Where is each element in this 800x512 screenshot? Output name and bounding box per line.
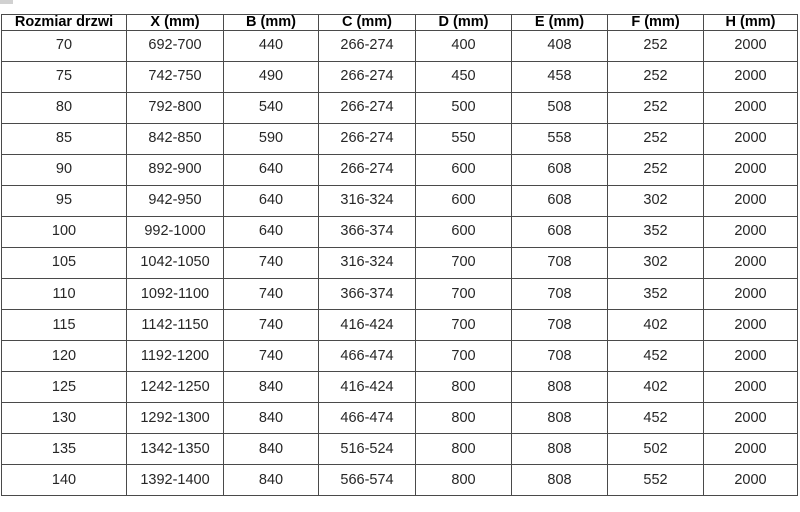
table-cell: 2000: [704, 309, 798, 340]
table-cell: 416-424: [319, 371, 416, 402]
table-cell: 1292-1300: [127, 402, 224, 433]
column-header-7: H (mm): [704, 15, 798, 31]
table-cell: 130: [2, 402, 127, 433]
table-cell: 1092-1100: [127, 278, 224, 309]
table-cell: 402: [608, 309, 704, 340]
table-cell: 1142-1150: [127, 309, 224, 340]
table-cell: 90: [2, 154, 127, 185]
table-cell: 792-800: [127, 92, 224, 123]
table-cell: 740: [224, 278, 319, 309]
table-cell: 266-274: [319, 123, 416, 154]
table-row: [2, 123, 798, 154]
table-cell: 892-900: [127, 154, 224, 185]
table-cell: 508: [512, 92, 608, 123]
table-cell: 2000: [704, 402, 798, 433]
table-cell: 252: [608, 92, 704, 123]
table-cell: 692-700: [127, 30, 224, 61]
table-cell: 552: [608, 464, 704, 495]
table-cell: 100: [2, 216, 127, 247]
table-cell: 1192-1200: [127, 340, 224, 371]
table-cell: 366-374: [319, 216, 416, 247]
table-cell: 640: [224, 216, 319, 247]
table-cell: 125: [2, 371, 127, 402]
table-cell: 2000: [704, 371, 798, 402]
table-cell: 608: [512, 216, 608, 247]
table-cell: 466-474: [319, 340, 416, 371]
table-cell: 266-274: [319, 30, 416, 61]
table-cell: 452: [608, 402, 704, 433]
table-cell: 75: [2, 61, 127, 92]
table-cell: 2000: [704, 123, 798, 154]
table-cell: 490: [224, 61, 319, 92]
column-header-1: X (mm): [127, 15, 224, 31]
table-cell: 500: [416, 92, 512, 123]
table-row: [2, 464, 798, 495]
door-size-table: [1, 14, 798, 496]
table-body: [2, 30, 798, 496]
table-cell: 640: [224, 154, 319, 185]
table-row: [2, 340, 798, 371]
table-cell: 800: [416, 464, 512, 495]
table-cell: 302: [608, 247, 704, 278]
table-cell: 800: [416, 433, 512, 464]
table-cell: 502: [608, 433, 704, 464]
table-cell: 440: [224, 30, 319, 61]
table-cell: 352: [608, 216, 704, 247]
table-cell: 540: [224, 92, 319, 123]
table-cell: 700: [416, 247, 512, 278]
column-header-3: C (mm): [319, 15, 416, 31]
table-cell: 1342-1350: [127, 433, 224, 464]
table-cell: 558: [512, 123, 608, 154]
table-cell: 742-750: [127, 61, 224, 92]
table-cell: 808: [512, 464, 608, 495]
table-cell: 808: [512, 433, 608, 464]
table-cell: 1242-1250: [127, 371, 224, 402]
table-cell: 590: [224, 123, 319, 154]
table-cell: 800: [416, 371, 512, 402]
table-cell: 840: [224, 433, 319, 464]
table-cell: 352: [608, 278, 704, 309]
table-cell: 700: [416, 309, 512, 340]
table-cell: 70: [2, 30, 127, 61]
table-row: [2, 216, 798, 247]
table-cell: 566-574: [319, 464, 416, 495]
table-cell: 115: [2, 309, 127, 340]
table-cell: 608: [512, 185, 608, 216]
table-cell: 2000: [704, 433, 798, 464]
table-cell: 140: [2, 464, 127, 495]
table-cell: 840: [224, 402, 319, 433]
column-header-5: E (mm): [512, 15, 608, 31]
table-cell: 95: [2, 185, 127, 216]
table-cell: 608: [512, 154, 608, 185]
table-cell: 266-274: [319, 154, 416, 185]
table-cell: 252: [608, 30, 704, 61]
column-header-2: B (mm): [224, 15, 319, 31]
column-header-0: Rozmiar drzwi: [2, 15, 127, 31]
table-cell: 252: [608, 154, 704, 185]
table-cell: 80: [2, 92, 127, 123]
table-cell: 840: [224, 464, 319, 495]
table-cell: 302: [608, 185, 704, 216]
table-cell: 708: [512, 340, 608, 371]
table-cell: 2000: [704, 185, 798, 216]
table-row: [2, 402, 798, 433]
table-cell: 708: [512, 278, 608, 309]
table-cell: 2000: [704, 92, 798, 123]
table-cell: 740: [224, 247, 319, 278]
table-cell: 85: [2, 123, 127, 154]
table-cell: 808: [512, 371, 608, 402]
table-cell: 992-1000: [127, 216, 224, 247]
table-row: [2, 247, 798, 278]
table-row: [2, 92, 798, 123]
table-cell: 316-324: [319, 185, 416, 216]
table-row: [2, 154, 798, 185]
table-row: [2, 61, 798, 92]
table-cell: 452: [608, 340, 704, 371]
table-cell: 2000: [704, 30, 798, 61]
table-cell: 2000: [704, 154, 798, 185]
table-cell: 400: [416, 30, 512, 61]
table-cell: 450: [416, 61, 512, 92]
table-cell: 408: [512, 30, 608, 61]
table-cell: 120: [2, 340, 127, 371]
table-cell: 458: [512, 61, 608, 92]
table-cell: 2000: [704, 247, 798, 278]
table-cell: 1392-1400: [127, 464, 224, 495]
table-row: [2, 371, 798, 402]
table-cell: 2000: [704, 216, 798, 247]
table-cell: 516-524: [319, 433, 416, 464]
table-cell: 842-850: [127, 123, 224, 154]
table-cell: 708: [512, 309, 608, 340]
table-cell: 600: [416, 185, 512, 216]
table-cell: 135: [2, 433, 127, 464]
table-cell: 266-274: [319, 92, 416, 123]
table-cell: 550: [416, 123, 512, 154]
table-cell: 252: [608, 123, 704, 154]
table-cell: 840: [224, 371, 319, 402]
table-cell: 808: [512, 402, 608, 433]
table-cell: 740: [224, 309, 319, 340]
table-cell: 740: [224, 340, 319, 371]
table-cell: 942-950: [127, 185, 224, 216]
table-cell: 600: [416, 154, 512, 185]
table-cell: 402: [608, 371, 704, 402]
table-cell: 1042-1050: [127, 247, 224, 278]
table-cell: 2000: [704, 340, 798, 371]
top-left-artifact: [0, 0, 13, 4]
table-row: [2, 185, 798, 216]
table-cell: 110: [2, 278, 127, 309]
table-cell: 700: [416, 278, 512, 309]
table-cell: 466-474: [319, 402, 416, 433]
table-cell: 416-424: [319, 309, 416, 340]
table-cell: 316-324: [319, 247, 416, 278]
table-cell: 266-274: [319, 61, 416, 92]
table-row: [2, 278, 798, 309]
column-header-6: F (mm): [608, 15, 704, 31]
header-row: [2, 15, 798, 31]
table-cell: 2000: [704, 61, 798, 92]
table-cell: 105: [2, 247, 127, 278]
table-cell: 640: [224, 185, 319, 216]
table-cell: 700: [416, 340, 512, 371]
table-row: [2, 309, 798, 340]
table-cell: 600: [416, 216, 512, 247]
table-cell: 252: [608, 61, 704, 92]
column-header-4: D (mm): [416, 15, 512, 31]
table-row: [2, 30, 798, 61]
table-cell: 2000: [704, 464, 798, 495]
table-cell: 2000: [704, 278, 798, 309]
table-cell: 708: [512, 247, 608, 278]
table-cell: 800: [416, 402, 512, 433]
table-cell: 366-374: [319, 278, 416, 309]
table-row: [2, 433, 798, 464]
